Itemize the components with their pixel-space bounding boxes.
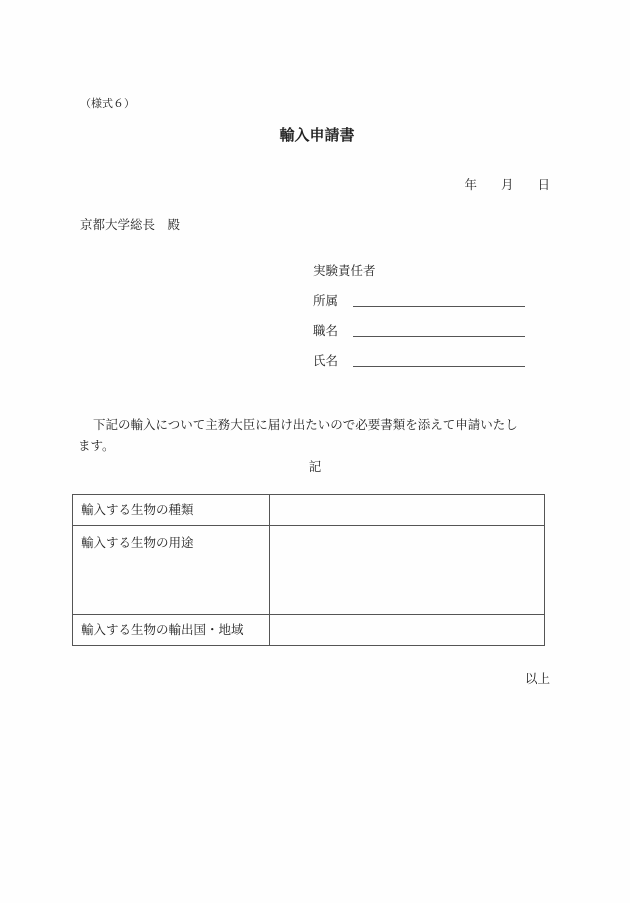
closing-text: 以上: [524, 671, 550, 686]
date-month: 月: [500, 177, 514, 192]
addressee: 京都大学総長 殿: [80, 217, 181, 232]
row-label-species: 輸入する生物の種類: [73, 495, 270, 526]
date-line: [450, 175, 550, 193]
row-label-purpose: 輸入する生物の用途: [73, 526, 270, 615]
row-value-origin[interactable]: [270, 615, 545, 646]
field-affiliation-label: 所属: [313, 293, 339, 308]
table-row: [73, 495, 545, 526]
row-label-origin: 輸入する生物の輸出国・地域: [73, 615, 270, 646]
document-title: 輸入申請書: [279, 126, 355, 144]
date-day: 日: [537, 177, 550, 192]
row-value-purpose[interactable]: [270, 526, 545, 615]
field-position-input[interactable]: [353, 322, 525, 337]
field-affiliation[interactable]: [313, 291, 525, 309]
row-value-species[interactable]: [270, 495, 545, 526]
ki-heading: 記: [308, 459, 322, 474]
field-name-label: 氏名: [313, 353, 339, 368]
field-name-input[interactable]: [353, 352, 525, 367]
field-position-label: 職名: [313, 323, 339, 338]
table-row: [73, 526, 545, 615]
table-row: [73, 615, 545, 646]
body-paragraph: [80, 414, 552, 456]
form-number: （様式６）: [80, 97, 135, 110]
body-line-1: 下記の輸入について主務大臣に届け出たいので必要書類を添えて申請いたし: [93, 417, 518, 432]
field-name[interactable]: [313, 351, 525, 369]
applicant-heading: 実験責任者: [313, 263, 376, 278]
date-year: 年: [464, 177, 477, 192]
import-info-table: [72, 494, 545, 646]
body-line-2: ます。: [78, 438, 115, 453]
field-position[interactable]: [313, 321, 525, 339]
field-affiliation-input[interactable]: [353, 292, 525, 307]
